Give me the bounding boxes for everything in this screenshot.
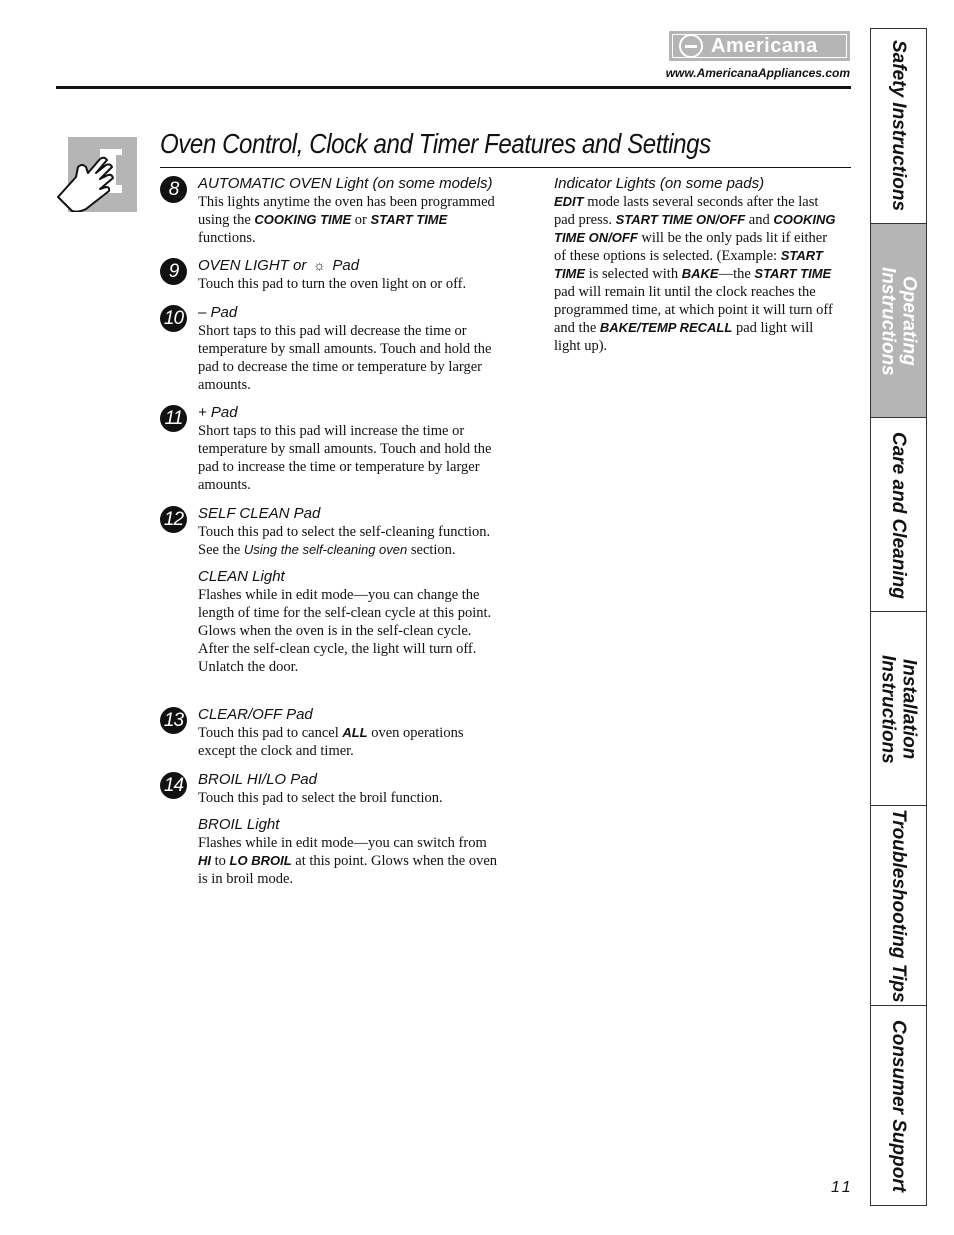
tab-label: Care and Cleaning (888, 431, 909, 599)
sub-heading: CLEAN Light (198, 568, 285, 585)
logo-frame (672, 34, 847, 58)
body-bold-text: COOKING TIME (254, 212, 352, 227)
indicator-lights-section (554, 174, 839, 355)
indicator-heading: Indicator Lights (on some pads) (554, 175, 765, 192)
body-bold-text: START TIME ON/OFF (615, 212, 746, 227)
body-text: is selected with (588, 266, 679, 282)
body-bold-text: START TIME (370, 212, 448, 227)
body-text: mode lasts several seconds after the last pad press. (554, 194, 819, 228)
header-rule (56, 86, 851, 89)
body-bold-text: EDIT (554, 194, 584, 209)
indicator-body (554, 193, 839, 355)
body-text: oven operations except the clock and timer. (198, 725, 464, 759)
item-clear-off-pad (160, 705, 500, 760)
item-body (198, 193, 500, 247)
item-automatic-oven-light (160, 174, 500, 247)
item-heading: + Pad (198, 404, 238, 421)
sub-body (198, 834, 500, 888)
body-bold-text: START TIME (554, 248, 823, 281)
tab-troubleshooting-tips[interactable] (871, 805, 926, 1006)
body-text: Touch this pad to select the self-cleaning function. See the (198, 524, 491, 558)
item-self-clean-pad (160, 504, 500, 676)
sub-heading: BROIL Light (198, 816, 280, 833)
tab-consumer-support[interactable] (871, 1005, 926, 1206)
body-text: functions. (198, 230, 256, 246)
logo-text: Americana (711, 34, 818, 57)
item-heading: BROIL HI/LO Pad (198, 771, 317, 788)
tab-care-and-cleaning[interactable] (871, 417, 926, 612)
section-tabs (870, 28, 927, 1206)
tab-installation-instructions[interactable] (871, 611, 926, 806)
item-body: Short taps to this pad will decrease the time or temperature by small amounts. Touch and hold the pad to decrease the time or temperature by larger amounts. (198, 323, 492, 393)
item-heading: CLEAR/OFF Pad (198, 706, 313, 723)
sub-body: Flashes while in edit mode—you can change the length of time for the self-clean cycle at this point. Glows when the oven is in the self-clean cycle. After the self-clean cycle, the light will turn off. Unlatch the door. (198, 587, 492, 675)
title-rule (160, 167, 851, 168)
tab-label: Installation Instructions (877, 654, 920, 764)
item-broil-pad (160, 770, 500, 888)
item-plus-pad (160, 403, 500, 494)
item-number-badge: 9 (160, 258, 187, 285)
item-number-badge: 8 (160, 176, 187, 203)
item-body (198, 724, 500, 760)
item-body (198, 523, 500, 559)
item-number-badge: 14 (160, 772, 187, 799)
item-oven-light-pad (160, 256, 500, 293)
body-text: pad light will light up). (554, 320, 814, 354)
page-title: Oven Control, Clock and Timer Features and Settings (160, 128, 711, 159)
item-body: Short taps to this pad will increase the time or temperature by small amounts. Touch and hold the pad to increase the time or temperature by larger amounts. (198, 423, 492, 493)
logo-emblem-icon (679, 34, 703, 58)
body-text: or (354, 212, 367, 228)
hand-pointing-icon (56, 137, 137, 212)
body-bold-text: BAKE/TEMP RECALL (599, 320, 733, 335)
body-text: and (748, 212, 770, 228)
body-text: Touch this pad to cancel (198, 725, 339, 741)
body-bold-text: BAKE (681, 266, 719, 281)
body-bold-text: HI (198, 853, 211, 868)
tab-label: Troubleshooting Tips (888, 809, 909, 1003)
tab-label: Safety Instructions (888, 40, 909, 212)
item-heading (198, 256, 500, 275)
tab-label: Operating Instructions (877, 266, 920, 376)
item-minus-pad (160, 303, 500, 394)
item-number-badge: 13 (160, 707, 187, 734)
website-url[interactable]: www.AmericanaAppliances.com (665, 66, 850, 80)
item-heading: AUTOMATIC OVEN Light (on some models) (198, 175, 493, 192)
body-text: This lights anytime the oven has been programmed using the (198, 194, 495, 228)
section-reference: Using the self-cleaning oven (243, 542, 408, 557)
body-text: to (214, 853, 226, 869)
body-text: pad will remain lit until the clock reaches the programmed time, at which point it will turn off and the (554, 284, 833, 336)
page-number: 11 (831, 1179, 854, 1196)
light-bulb-icon: ☼ (312, 257, 326, 273)
item-number-badge: 12 (160, 506, 187, 533)
body-text: section. (410, 542, 456, 558)
tab-operating-instructions[interactable] (871, 223, 926, 418)
body-text: —the (718, 266, 751, 282)
item-body: Touch this pad to select the broil function. (198, 790, 443, 806)
body-text: at this point. Glows when the oven is in broil mode. (198, 853, 498, 887)
item-heading: SELF CLEAN Pad (198, 505, 321, 522)
item-heading: – Pad (198, 304, 238, 321)
americana-logo (669, 31, 850, 61)
body-bold-text: START TIME (754, 266, 832, 281)
tab-label: Consumer Support (888, 1019, 909, 1193)
item-number-badge: 11 (160, 405, 187, 432)
body-text: will be the only pads lit if either of these options is selected. (Example: (554, 230, 828, 264)
tab-safety-instructions[interactable] (871, 29, 926, 223)
body-bold-text: ALL (342, 725, 368, 740)
body-bold-text: LO BROIL (229, 853, 292, 868)
item-number-badge: 10 (160, 305, 187, 332)
heading-text: OVEN LIGHT or (198, 257, 307, 274)
item-body: Touch this pad to turn the oven light on or off. (198, 276, 467, 292)
body-text: Flashes while in edit mode—you can switch from (198, 835, 487, 851)
body-bold-text: COOKING TIME ON/OFF (554, 212, 836, 245)
heading-text: Pad (332, 257, 360, 274)
